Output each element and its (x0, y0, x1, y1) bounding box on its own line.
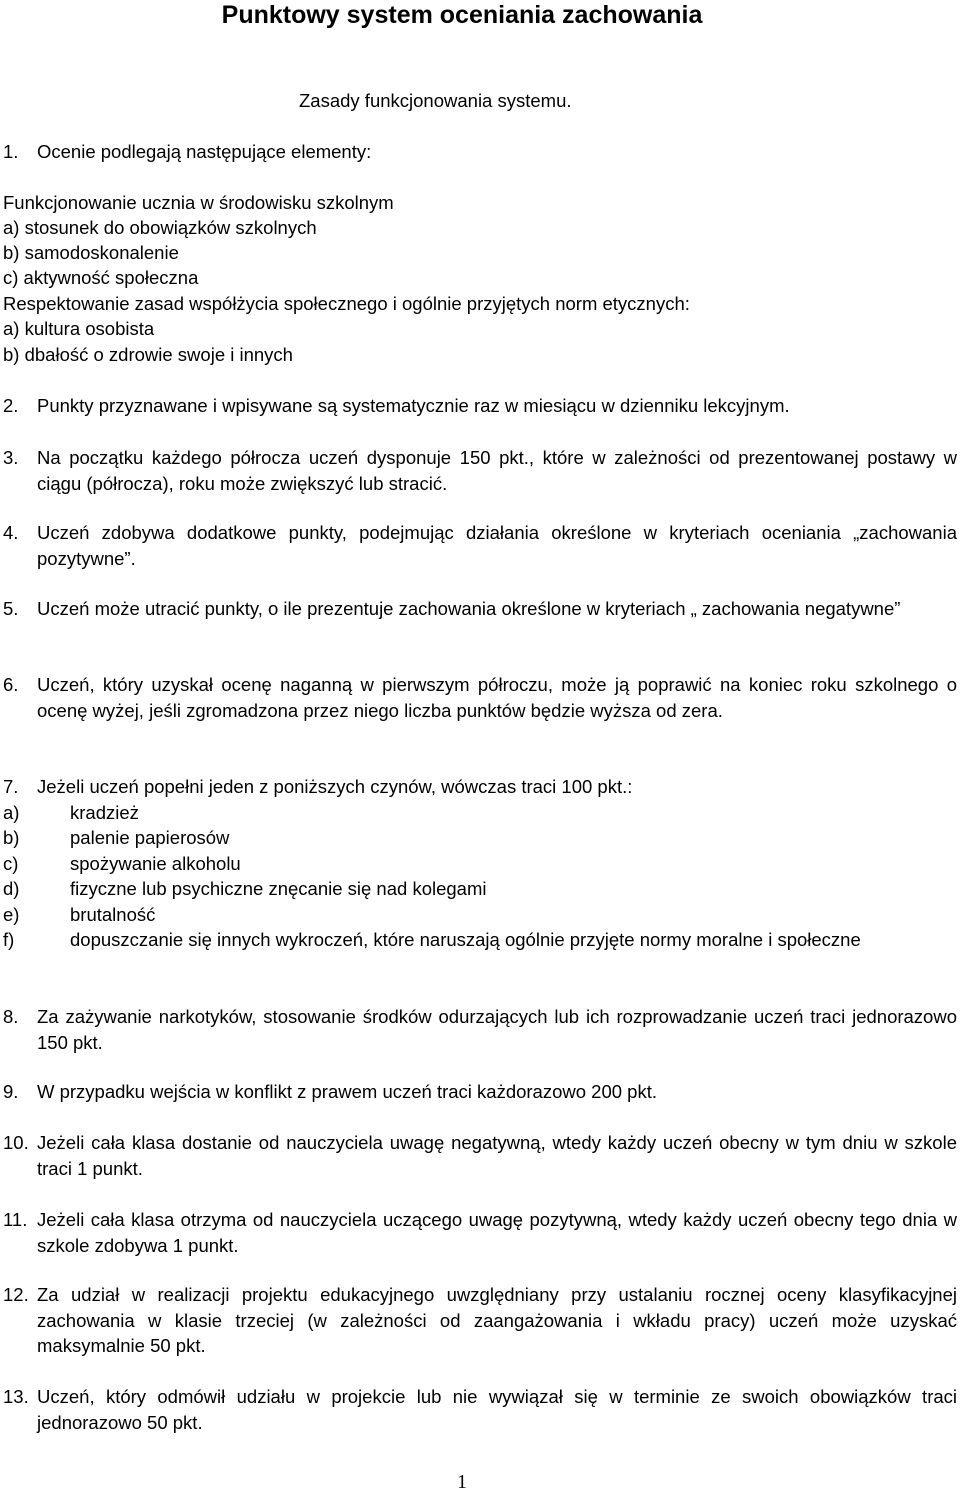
item-text: Uczeń zdobywa dodatkowe punkty, podejmując działania określone w kryteriach oceniania „zachowania pozytywne”. (37, 522, 957, 569)
subitem-label: f) (3, 929, 15, 950)
subitem-label: a) (3, 802, 20, 823)
item-7-subitem (3, 851, 957, 877)
list-item-11 (3, 1207, 957, 1258)
subitem-label: c) (3, 853, 19, 874)
item-text: Za udział w realizacji projektu edukacyjnego uwzględniany przy ustalaniu rocznej oceny klasyfikacyjnej zachowania w klasie trzeciej (w zależności od zaangażowania i wkładu pracy) uczeń może uzyskać maksymalnie 50 pkt. (37, 1284, 957, 1356)
item-text: W przypadku wejścia w konflikt z prawem uczeń traci każdorazowo 200 pkt. (37, 1081, 658, 1102)
group-b-item: a) kultura osobista (3, 318, 155, 339)
subitem-label: b) (3, 827, 20, 848)
subitem-text: palenie papierosów (70, 827, 230, 848)
item-number: 6. (3, 674, 19, 695)
item-text: Punkty przyznawane i wpisywane są systematycznie raz w miesiącu w dzienniku lekcyjnym. (37, 395, 790, 416)
document-subtitle: Zasady funkcjonowania systemu. (299, 90, 572, 111)
group-a-item: b) samodoskonalenie (3, 242, 179, 263)
item-7-subitem (3, 825, 957, 851)
list-item-4 (3, 520, 957, 571)
item-number: 8. (3, 1006, 19, 1027)
item-number: 11. (3, 1209, 28, 1230)
subitem-text: spożywanie alkoholu (70, 853, 241, 874)
subitem-text: fizyczne lub psychiczne znęcanie się nad kolegami (70, 878, 487, 899)
list-item-3 (3, 445, 957, 496)
group-a-item: c) aktywność społeczna (3, 267, 199, 288)
subitem-text: kradzież (70, 802, 139, 823)
subitem-text: brutalność (70, 904, 156, 925)
item-text: Uczeń, który odmówił udziału w projekcie lub nie wywiązał się w terminie ze swoich obowiązków traci jednorazowo 50 pkt. (37, 1386, 957, 1433)
item-text: Jeżeli cała klasa otrzyma od nauczyciela uczącego uwagę pozytywną, wtedy każdy uczeń obecny tego dnia w szkole zdobywa 1 punkt. (37, 1209, 957, 1256)
item-number: 7. (3, 776, 19, 797)
item-number: 10. (3, 1132, 29, 1153)
item-number: 12. (3, 1284, 29, 1305)
item-7-subitem (3, 902, 957, 928)
item-text: Uczeń, który uzyskał ocenę naganną w pierwszym półroczu, może ją poprawić na koniec roku szkolnego o ocenę wyżej, jeśli zgromadzona przez niego liczba punktów będzie wyższa od zera. (37, 674, 957, 721)
item-number: 5. (3, 598, 19, 619)
subitem-text: dopuszczanie się innych wykroczeń, które naruszają ogólnie przyjęte normy moralne i społeczne (70, 929, 861, 950)
list-item-9 (3, 1079, 957, 1105)
list-item-10 (3, 1130, 957, 1181)
item-number: 4. (3, 522, 19, 543)
group-b-item: b) dbałość o zdrowie swoje i innych (3, 344, 293, 365)
list-item-6 (3, 672, 957, 723)
item-text: Na początku każdego półrocza uczeń dysponuje 150 pkt., które w zależności od prezentowanej postawy w ciągu (półrocza), roku może zwiększyć lub stracić. (37, 447, 957, 494)
item-number: 3. (3, 447, 19, 468)
section-1-number: 1. (3, 141, 19, 162)
subitem-label: d) (3, 878, 20, 899)
item-text: Uczeń może utracić punkty, o ile prezentuje zachowania określone w kryteriach „ zachowania negatywne” (37, 598, 901, 619)
item-7-subitem (3, 800, 957, 826)
list-item-2 (3, 393, 957, 419)
item-text: Jeżeli cała klasa dostanie od nauczyciela uwagę negatywną, wtedy każdy uczeń obecny w tym dniu w szkole traci 1 punkt. (37, 1132, 957, 1179)
document-title: Punktowy system oceniania zachowania (221, 1, 703, 29)
group-a-title: Funkcjonowanie ucznia w środowisku szkolnym (3, 192, 394, 213)
subitem-label: e) (3, 904, 20, 925)
list-item-7 (3, 774, 957, 800)
list-item-5 (3, 596, 957, 622)
item-number: 13. (3, 1386, 29, 1407)
list-item-13 (3, 1384, 957, 1435)
list-item-8 (3, 1004, 957, 1055)
item-7-subitem (3, 876, 957, 902)
item-text: Jeżeli uczeń popełni jeden z poniższych czynów, wówczas traci 100 pkt.: (37, 776, 633, 797)
item-text: Za zażywanie narkotyków, stosowanie środków odurzających lub ich rozprowadzanie uczeń traci jednorazowo 150 pkt. (37, 1006, 957, 1053)
section-1-text: Ocenie podlegają następujące elementy: (37, 141, 372, 162)
item-number: 9. (3, 1081, 19, 1102)
list-item-12 (3, 1282, 957, 1359)
item-7-subitem (3, 927, 957, 953)
group-b-title: Respektowanie zasad współżycia społecznego i ogólnie przyjętych norm etycznych: (3, 293, 690, 314)
group-a-item: a) stosunek do obowiązków szkolnych (3, 217, 317, 238)
item-number: 2. (3, 395, 19, 416)
page-number: 1 (457, 1471, 467, 1493)
